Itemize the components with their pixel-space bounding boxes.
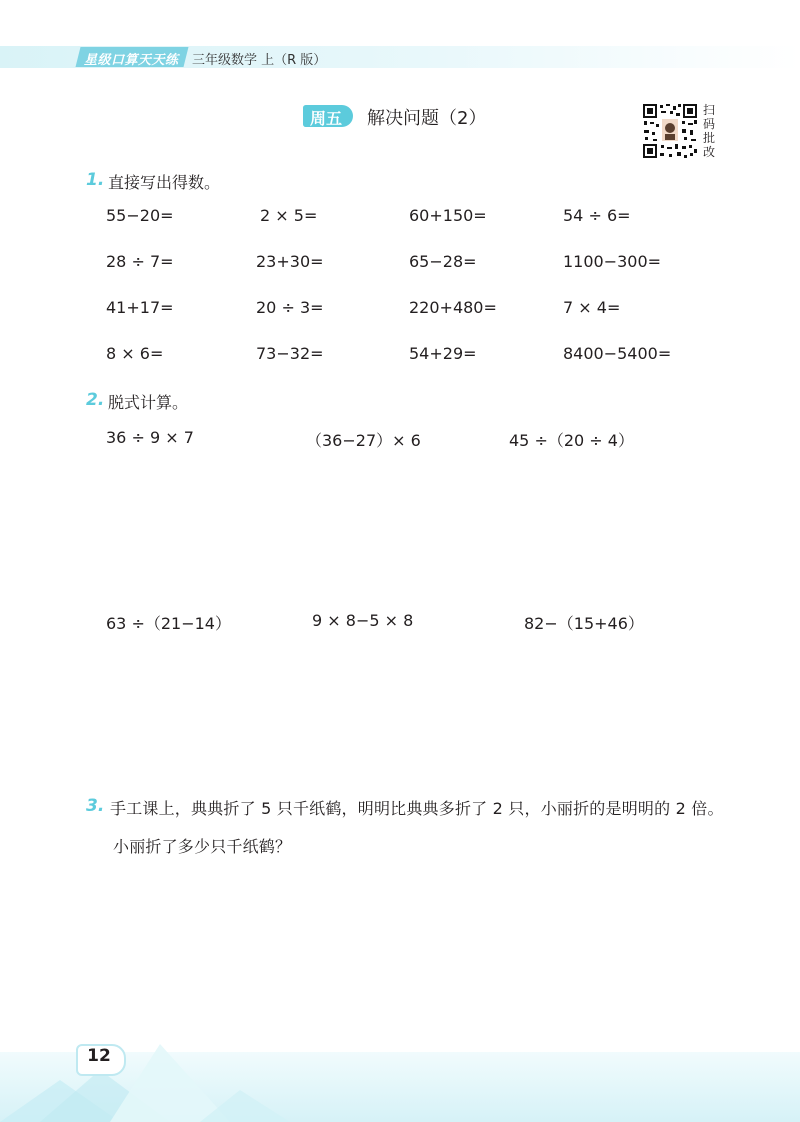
qr-code-icon[interactable] — [642, 103, 698, 159]
q1-item: 8400−5400= — [563, 344, 672, 363]
q3-text-line1: 手工课上，典典折了 5 只千纸鹤，明明比典典多折了 2 只，小丽折的是明明的 2 倍。 — [110, 799, 724, 818]
q2-item: 63 ÷（21−14） — [106, 614, 231, 633]
q1-item: 2 × 5= — [260, 206, 318, 225]
q1-item: 55−20= — [106, 206, 174, 225]
q2-item: 9 × 8−5 × 8 — [312, 611, 414, 630]
q1-item: 23+30= — [256, 252, 324, 271]
q1-item: 73−32= — [256, 344, 324, 363]
q1-item: 20 ÷ 3= — [256, 298, 324, 317]
q2-item: 45 ÷（20 ÷ 4） — [509, 431, 634, 450]
q1-item: 54 ÷ 6= — [563, 206, 631, 225]
series-title: 星级口算天天练 — [84, 53, 179, 68]
lesson-title: 解决问题（2） — [367, 108, 487, 129]
q2-number: 2. — [86, 390, 105, 410]
day-label: 周五 — [309, 109, 342, 128]
q1-item: 54+29= — [409, 344, 477, 363]
q1-number: 1. — [86, 170, 105, 190]
q1-item: 220+480= — [409, 298, 497, 317]
q1-heading: 直接写出得数。 — [108, 173, 221, 192]
q2-item: 36 ÷ 9 × 7 — [106, 428, 194, 447]
q1-item: 60+150= — [409, 206, 487, 225]
book-title: 三年级数学 上（R 版） — [192, 53, 327, 68]
q1-item: 7 × 4= — [563, 298, 621, 317]
q1-item: 1100−300= — [563, 252, 662, 271]
qr-caption: 扫码批改 — [703, 103, 716, 159]
page-number: 12 — [87, 1046, 111, 1066]
q3-number: 3. — [86, 796, 105, 816]
q1-item: 28 ÷ 7= — [106, 252, 174, 271]
q2-item: （36−27）× 6 — [306, 431, 421, 450]
q1-item: 41+17= — [106, 298, 174, 317]
q1-item: 65−28= — [409, 252, 477, 271]
q2-item: 82−（15+46） — [524, 614, 644, 633]
q2-heading: 脱式计算。 — [108, 393, 189, 412]
q1-item: 8 × 6= — [106, 344, 164, 363]
q3-text-line2: 小丽折了多少只千纸鹤？ — [113, 837, 292, 856]
